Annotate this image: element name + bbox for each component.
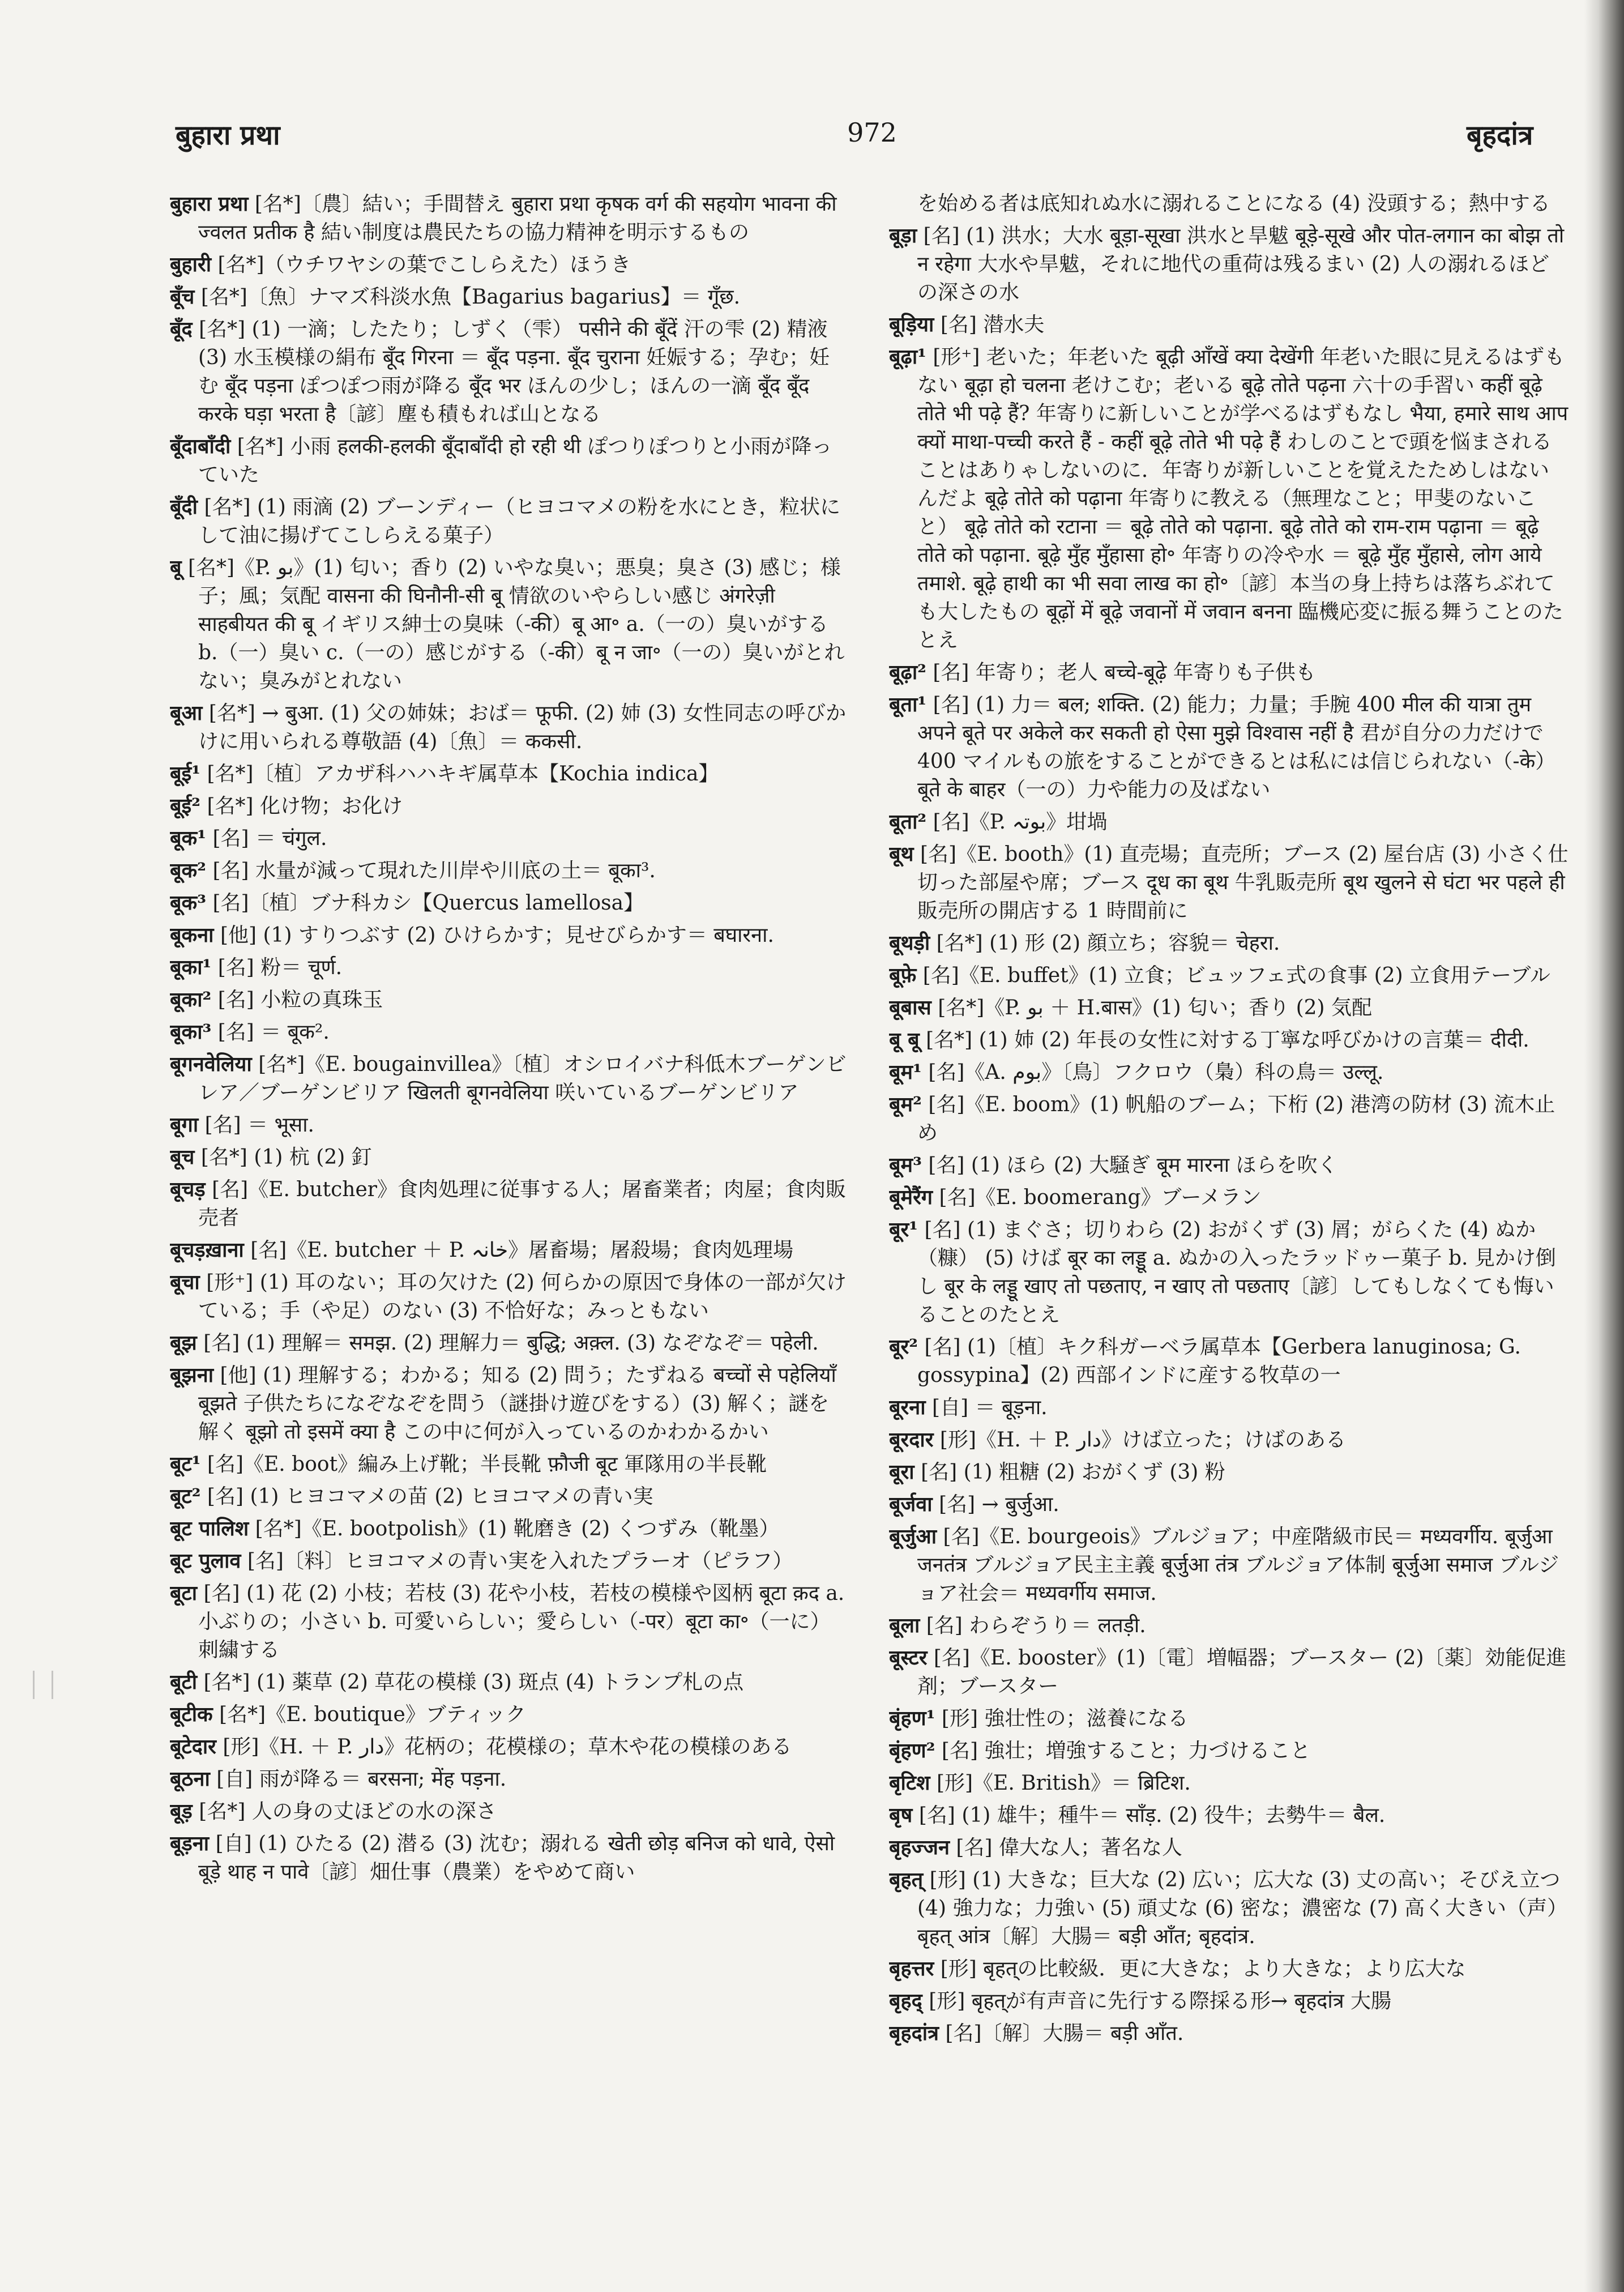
definition: [名]《E. buffet》(1) 立食；ビュッフェ式の食事 (2) 立食用テーブル <box>922 964 1550 987</box>
dictionary-entry <box>170 1732 849 1761</box>
definition: [名]《E. bourgeois》ブルジョア；中産階級市民＝ मध्यवर्गीय. बूर्जुआ जनतंत्र ブルジョア民主主義 बूर्जुआ तंत्र ブルジョア体制 बूर्जुआ समाज ブルジョア社会＝ मध्यवर्गीय समाज. <box>917 1525 1559 1605</box>
definition: [自] (1) ひたる (2) 潜る (3) 沈む；溺れる खेती छोड़ बनिज को धावे, ऐसो बूड़े थाह न पावे〔諺〕畑仕事（農業）をやめて商い <box>198 1832 835 1884</box>
dictionary-entry <box>170 1236 849 1265</box>
definition: [形]《H. ＋ P. دار》花柄の；花模様の；草木や花の模様のある <box>223 1735 792 1759</box>
definition: [名]《E. butcher》食肉処理に従事する人；屠畜業者；肉屋；食肉販売者 <box>198 1178 846 1230</box>
definition: [名] 水量が減って現れた川岸や川底の土＝ बूका³. <box>212 859 656 882</box>
entry-body <box>170 493 849 550</box>
headword: बूर्जुआ <box>889 1525 937 1548</box>
definition: [形] बृहत्が有声音に先行する際採る形→ बृहदांत्र 大腸 <box>929 1990 1392 2013</box>
definition: [名]〔料〕ヒヨコマメの青い実を入れたプラーオ（ピラフ） <box>247 1550 793 1573</box>
definition: [形⁺] (1) 耳のない；耳の欠けた (2) 何らかの原因で身体の一部が欠けている；手（や足）のない (3) 不恰好な；みっともない <box>198 1271 847 1322</box>
dictionary-entry <box>170 1700 849 1729</box>
definition: [形] बृहत्の比較級．更に大きな；より大きな；より広大な <box>940 1957 1466 1981</box>
entry-body <box>170 1547 849 1576</box>
guide-word-right: बृहदांत्र <box>1467 119 1533 151</box>
entry-body <box>889 1425 1569 1454</box>
definition: [名*] 人の身の丈ほどの水の深さ <box>199 1800 497 1823</box>
dictionary-entry <box>170 283 849 311</box>
headword: बूढ़ा² <box>889 660 926 684</box>
headword: बुहारी <box>170 253 212 276</box>
headword: बूड़िया <box>889 313 934 336</box>
definition: [名] (1) ヒヨコマメの苗 (2) ヒヨコマメの青い実 <box>207 1485 653 1508</box>
headword: बूक³ <box>170 891 206 915</box>
entry-body <box>889 658 1569 687</box>
definition: [名*]《P. بو》(1) 匂い；香り (2) いやな臭い；悪臭；臭さ (3) 感じ；様子；風；気配 वासना की घिनौनी-सी बू 情欲のいやらしい感じ अंगरेज़ी साहबीयत की बू イギリス紳士の臭味（-की）बू आ॰ a.（一の）臭いがする b.（一）臭い c.（一の）感じがする（-की）बू न जा॰（一の）臭いがとれない；臭みがとれない <box>188 556 845 693</box>
headword: बृहत् <box>889 1868 924 1892</box>
definition: [名*]《E. bougainvillea》〔植〕オシロイバナ科低木ブーゲンビレア／ブーゲンビリア खिलती बूगनवेलिया 咲いているブーゲンビリア <box>198 1053 847 1104</box>
headword: बूमेरैंग <box>889 1185 933 1209</box>
headword: बूर¹ <box>889 1218 918 1241</box>
headword: बूई² <box>170 794 200 818</box>
dictionary-entry <box>889 1987 1569 2016</box>
entry-body <box>889 1026 1569 1055</box>
definition: [名*] (1) 形 (2) 顔立ち；容貌＝ चेहरा. <box>936 932 1280 955</box>
entry-body <box>170 1450 849 1479</box>
headword: बूगा <box>170 1113 199 1137</box>
entry-body <box>889 1458 1569 1487</box>
headword: बूट पुलाव <box>170 1549 241 1573</box>
definition: [名]《E. butcher ＋ P. خانہ》屠畜場；屠殺場；食肉処理場 <box>250 1239 794 1262</box>
definition: [形] 強壮性の；滋養になる <box>941 1707 1189 1730</box>
definition: [名] → बुर्जुआ. <box>939 1493 1059 1516</box>
headword: बूटीक <box>170 1702 213 1726</box>
entry-body <box>170 1175 849 1232</box>
entry-body <box>889 1151 1569 1180</box>
right-column <box>889 190 1569 2183</box>
entry-body <box>170 856 849 885</box>
dictionary-entry <box>170 921 849 950</box>
dictionary-entry <box>889 343 1569 655</box>
dictionary-entry <box>170 1018 849 1047</box>
dictionary-entry <box>170 432 849 489</box>
headword: बूक¹ <box>170 826 206 850</box>
entry-body <box>170 315 849 429</box>
dictionary-entry <box>889 310 1569 339</box>
entry-body <box>889 1736 1569 1765</box>
definition: [名]《E. boom》(1) 帆船のブーム；下桁 (2) 港湾の防材 (3) 流木止め <box>917 1093 1555 1145</box>
dictionary-entry <box>889 1522 1569 1608</box>
entry-body <box>170 1482 849 1511</box>
entry-body <box>889 190 1569 218</box>
dictionary-entry <box>889 1393 1569 1422</box>
dictionary-entry <box>170 889 849 917</box>
headword: बूचड़ख़ाना <box>170 1238 244 1262</box>
definition: [形⁺] 老いた；年老いた बूढ़ी आँखें क्या देखेंगी 年老いた眼に見えるはずもない बूढ़ा हो चलना 老けこむ；老いる बूढ़े तोते पढ़ना 六十の手習い कहीं बूढ़े तोते भी पढ़े हैं? 年寄りに新しいことが学べるはずもなし भैया, हमारे साथ आप क्यों माथा-पच्ची करते हैं - कहीं बूढ़े तोते भी पढ़े हैं わしのことで頭を悩まされることはありゃしないのに．年寄りが新しいことを覚えたためしはないんだよ बूढ़े तोते को पढ़ाना 年寄りに教える（無理なこと；甲斐のないこと） बूढ़े तोते को रटाना ＝ बूढ़े तोते को पढ़ाना. बूढ़े तोते को राम-राम पढ़ाना ＝ बूढ़े तोते को पढ़ाना. बूढ़े मुँह मुँहासा हो॰ 年寄りの冷や水 ＝ बूढ़े मुँह मुँहासे, लोग आये तमाशे. बूढ़े हाथी का भी सवा लाख का हो॰〔諺〕本当の身上持ちは落ちぶれても大したもの बूढ़ों में बूढ़े जवानों में जवान बनना 臨機応変に振る舞うことのたとえ <box>917 345 1569 652</box>
dictionary-entry <box>170 985 849 1014</box>
definition: [名*]〔農〕結い；手間替え बुहारा प्रथा कृषक वर्ग की सहयोग भावना की ज्वलत प्रतीक है 結い制度は農民たちの協力精神を明示するもの <box>198 193 837 244</box>
entry-body <box>170 1829 849 1886</box>
dictionary-entry <box>170 953 849 982</box>
left-column <box>170 190 849 2183</box>
dictionary-entry <box>170 1143 849 1172</box>
book-spine-shadow <box>1584 0 1624 2292</box>
definition: [形]《E. British》＝ ब्रिटिश. <box>936 1772 1191 1795</box>
dictionary-entry <box>170 250 849 279</box>
dictionary-entry <box>889 961 1569 990</box>
definition: [自] 雨が降る＝ बरसना; मेंह पड़ना. <box>216 1768 507 1791</box>
entry-body <box>170 1514 849 1543</box>
dictionary-entry <box>889 690 1569 804</box>
headword: बूम³ <box>889 1153 922 1177</box>
dictionary-entry <box>170 856 849 885</box>
entry-body <box>170 1111 849 1139</box>
dictionary-entry <box>170 1829 849 1886</box>
dictionary-entry <box>170 759 849 788</box>
definition: [名*] (1) 一滴；したたり；しずく（雫） पसीने की बूँदें 汗の雫 (2) 精液 (3) 水玉模様の絹布 बूँद गिरना ＝ बूँद पड़ना. बूँद चुराना 妊娠する；孕む；妊む बूँद पड़ना ぽつぽつ雨が降る बूँद भर ほんの少し；ほんの一滴 बूँद बूँद करके घड़ा भरता है〔諺〕塵も積もれば山となる <box>198 318 830 426</box>
entry-body <box>170 889 849 917</box>
dictionary-entry <box>889 2019 1569 2048</box>
headword: बूड़ना <box>170 1832 210 1855</box>
headword: बूला <box>889 1614 920 1637</box>
headword: बुहारा प्रथा <box>170 192 249 216</box>
dictionary-entry <box>889 1026 1569 1055</box>
headword: बूका² <box>170 988 212 1011</box>
entry-body <box>170 824 849 853</box>
scan-mark <box>33 1671 53 1699</box>
definition: [名*]〔植〕アカザ科ハハキギ属草本【Kochia indica】 <box>207 762 719 786</box>
entry-body <box>889 808 1569 836</box>
entry-body <box>170 1050 849 1107</box>
dictionary-entry <box>889 658 1569 687</box>
dictionary-entry <box>170 1668 849 1697</box>
entry-body <box>170 553 849 695</box>
dictionary-entry <box>170 315 849 429</box>
entry-body <box>889 1090 1569 1147</box>
entry-body <box>889 840 1569 925</box>
entry-body <box>170 792 849 821</box>
entry-body <box>889 310 1569 339</box>
dictionary-entry <box>170 493 849 550</box>
dictionary-entry <box>889 1425 1569 1454</box>
headword: बृहदांत्र <box>889 2021 939 2045</box>
headword: बूट पालिश <box>170 1517 249 1540</box>
dictionary-entry <box>170 1050 849 1107</box>
entry-body <box>170 190 849 247</box>
entry-body <box>170 1732 849 1761</box>
definition: [名] (1) 洪水；大水 बूड़ा-सूखा 洪水と旱魃 बूड़े-सूखे और पोत-लगान का बोझ तो न रहेगा 大水や旱魃，それに地代の重荷は残るまい (2) 人の溺れるほどの深さの水 <box>917 224 1565 304</box>
headword: बूता¹ <box>889 693 927 716</box>
definition: [形] (1) 大きな；巨大な (2) 広い；広大な (3) 丈の高い；そびえ立つ (4) 強力な；力強い (5) 頑丈な (6) 密な；濃密な (7) 高く大きい（声） बृहत् आंत्र〔解〕大腸＝ बड़ी आँत; बृहदांत्र. <box>917 1868 1568 1948</box>
entry-body <box>889 1866 1569 1951</box>
headword: बूम² <box>889 1092 922 1116</box>
headword: बूँदी <box>170 495 198 519</box>
definition: [名] 年寄り；老人 बच्चे-बूढ़े 年寄りも子供も <box>933 661 1316 684</box>
headword: बूई¹ <box>170 762 200 786</box>
definition: [名*] (1) 杭 (2) 釘 <box>200 1146 372 1169</box>
definition: [名] (1)〔植〕キク科ガーベラ属草本【Gerbera lanuginosa; G. gossypina】(2) 西部インドに産する牧草の一 <box>917 1335 1521 1387</box>
dictionary-entry <box>889 993 1569 1022</box>
definition: [自] ＝ बूड़ना. <box>932 1396 1048 1419</box>
headword: बूथ <box>889 842 914 866</box>
dictionary-entry <box>170 1579 849 1664</box>
definition: [名] (1) 花 (2) 小枝；若枝 (3) 花や小枝，若枝の模様や図柄 बूटा क़द a. 小ぶりの；小さい b. 可愛いらしい；愛らしい（-पर）बूटा का॰（一に）刺繍する <box>198 1582 845 1662</box>
entry-body <box>170 1579 849 1664</box>
dictionary-entry <box>889 1490 1569 1519</box>
entry-body <box>889 1393 1569 1422</box>
dictionary-entry <box>889 1704 1569 1733</box>
entry-body <box>889 690 1569 804</box>
dictionary-entry <box>889 1215 1569 1329</box>
headword: बूँद <box>170 317 193 341</box>
dictionary-entry <box>889 1644 1569 1701</box>
headword: बूटा <box>170 1581 198 1605</box>
definition: [名] (1) 力＝ बल; शक्ति. (2) 能力；力量；手腕 400 मील की यात्रा तुम अपने बूते पर अकेले कर सकती हो ऐसा मुझे विश्वास नहीं है 君が自分の力だけで 400 マイルもの旅をすることができるとは私には信じられない（-के）बूते के बाहर（一の）力や能力の及ばない <box>917 693 1556 801</box>
dictionary-entry <box>170 1797 849 1826</box>
headword: बूचड़ <box>170 1177 206 1201</box>
headword: बूर² <box>889 1335 918 1359</box>
definition: [他] (1) 理解する；わかる；知る (2) 問う；たずねる बच्चों से पहेलियाँ बूझते 子供たちになぞなぞを問う（謎掛け遊びをする）(3) 解く；謎を解く बूझो तो इसमें क्या है この中に何が入っているのかわかるかい <box>198 1364 836 1444</box>
entry-body <box>170 759 849 788</box>
entry-body <box>170 432 849 489</box>
entry-body <box>889 1333 1569 1390</box>
entry-body <box>889 1704 1569 1733</box>
dictionary-entry <box>889 221 1569 307</box>
entry-body <box>170 1797 849 1826</box>
headword: बूट¹ <box>170 1452 201 1476</box>
entry-body <box>889 1058 1569 1087</box>
page-header <box>0 116 1624 161</box>
headword: बू <box>170 556 182 579</box>
dictionary-entry <box>889 1954 1569 1983</box>
entry-body <box>889 1801 1569 1830</box>
definition: [名] 粉＝ चूर्ण. <box>217 956 343 979</box>
entry-body <box>170 1143 849 1172</box>
headword: बूरना <box>889 1395 926 1419</box>
headword: बूफ़े <box>889 963 917 987</box>
headword: बूढ़ा¹ <box>889 345 926 369</box>
entry-body <box>170 699 849 756</box>
entry-body <box>889 1833 1569 1862</box>
dictionary-entry <box>889 1183 1569 1212</box>
entry-body <box>889 1987 1569 2016</box>
headword: बृहत्तर <box>889 1957 934 1981</box>
headword: बूका³ <box>170 1020 212 1044</box>
entry-body <box>170 985 849 1014</box>
headword: बृहद् <box>889 1989 922 2013</box>
dictionary-entry <box>889 840 1569 925</box>
entry-body <box>170 250 849 279</box>
headword: बूका¹ <box>170 955 212 979</box>
definition: [名*] (1) 薬草 (2) 草花の模様 (3) 斑点 (4) トランプ札の点 <box>203 1671 744 1694</box>
entry-body <box>889 1215 1569 1329</box>
dictionary-entry <box>889 1866 1569 1951</box>
dictionary-entry <box>889 190 1569 218</box>
dictionary-entry <box>889 929 1569 958</box>
entry-body <box>889 1611 1569 1640</box>
headword: बूँच <box>170 285 195 309</box>
headword: बृटिश <box>889 1771 930 1795</box>
definition: [名*] → बुआ. (1) 父の姉妹；おば＝ फूफी. (2) 姉 (3) 女性同志の呼びかけに用いられる尊敬語 (4)〔魚〕＝ ककसी. <box>198 702 847 753</box>
definition: [名]〔解〕大腸＝ बड़ी आँत. <box>945 2022 1184 2045</box>
dictionary-entry <box>170 699 849 756</box>
entry-body <box>889 1644 1569 1701</box>
dictionary-entry <box>889 1833 1569 1862</box>
page-number: 972 <box>847 117 897 148</box>
headword: बूस्टर <box>889 1646 928 1670</box>
dictionary-entry <box>889 1801 1569 1830</box>
headword: बूँदाबाँदी <box>170 434 231 458</box>
dictionary-entry <box>889 1769 1569 1798</box>
dictionary-entry <box>170 190 849 247</box>
entry-body <box>170 953 849 982</box>
definition: [名] ＝ बूक². <box>217 1021 330 1044</box>
dictionary-entry <box>170 1514 849 1543</box>
definition: [名] (1) 理解＝ समझ. (2) 理解力＝ बुद्धि; अक़्ल. (3) なぞなぞ＝ पहेली. <box>203 1331 819 1355</box>
headword: बू बू <box>889 1028 920 1052</box>
definition: [名]《E. boot》編み上げ靴；半長靴 फ़ौजी बूट 軍隊用の半長靴 <box>207 1453 767 1476</box>
dictionary-entry <box>170 1450 849 1479</box>
definition: [名] (1) ほら (2) 大騒ぎ बूम मारना ほらを吹く <box>928 1154 1338 1177</box>
entry-body <box>889 961 1569 990</box>
headword: बूथड़ी <box>889 931 930 955</box>
dictionary-entry <box>889 1090 1569 1147</box>
headword: बृहज्जन <box>889 1836 950 1859</box>
headword: बूता² <box>889 810 927 834</box>
headword: बूझ <box>170 1331 197 1355</box>
definition: [名]〔植〕ブナ科カシ【Quercus lamellosa】 <box>212 891 644 915</box>
headword: बूड़ा <box>889 224 917 247</box>
definition: [名*] 小雨 हलकी-हलकी बूँदाबाँदी हो रही थी ぽつりぽつりと小雨が降っていた <box>198 435 832 486</box>
entry-body <box>170 1236 849 1265</box>
entry-body <box>170 1668 849 1697</box>
headword: बूटी <box>170 1670 198 1694</box>
guide-word-left: बुहारा प्रथा <box>176 119 280 151</box>
dictionary-entry <box>170 1268 849 1325</box>
entry-body <box>170 1329 849 1358</box>
headword: बूचा <box>170 1270 200 1294</box>
dictionary-entry <box>170 1482 849 1511</box>
definition: [形]《H. ＋ P. دار》けば立った；けばのある <box>939 1428 1346 1452</box>
entry-body <box>889 1183 1569 1212</box>
dictionary-entry <box>170 553 849 695</box>
dictionary-entry <box>889 808 1569 836</box>
headword: बूच <box>170 1145 195 1169</box>
headword: बूबास <box>889 996 931 1019</box>
headword: बृष <box>889 1803 913 1827</box>
headword: बूक² <box>170 859 206 882</box>
definition: [名] ＝ चंगुल. <box>212 827 327 850</box>
definition: [名*]〔魚〕ナマズ科淡水魚【Bagarius bagarius】＝ गूँछ. <box>200 285 741 309</box>
headword: बूआ <box>170 701 203 725</box>
headword: बूट² <box>170 1484 201 1508</box>
entry-body <box>889 993 1569 1022</box>
headword: बूकना <box>170 923 214 947</box>
dictionary-entry <box>170 1547 849 1576</box>
definition: [名] (1) 粗糖 (2) おがくず (3) 粉 <box>921 1461 1225 1484</box>
entry-body <box>889 1490 1569 1519</box>
entry-body <box>889 929 1569 958</box>
definition: [名]《E. booth》(1) 直売場；直売所；ブース (2) 屋台店 (3) 小さく仕切った部屋や席；ブース दूध का बूथ 牛乳販売所 बूथ खुलने से घंटा भर पहले ही 販売所の開店する 1 時間前に <box>917 843 1569 923</box>
definition: [名]《P. بوتہ》坩堝 <box>933 810 1108 834</box>
entry-body <box>170 1700 849 1729</box>
headword: बूरदार <box>889 1428 934 1452</box>
entry-body <box>889 2019 1569 2048</box>
headword: बूटेदार <box>170 1735 216 1759</box>
definition: [名] わらぞうり＝ लतड़ी. <box>926 1614 1146 1637</box>
dictionary-entry <box>170 1361 849 1446</box>
definition: [名]《E. boomerang》ブーメラン <box>939 1186 1262 1209</box>
entry-body <box>889 221 1569 307</box>
definition: [名] 偉大な人；著名な人 <box>956 1836 1182 1859</box>
entry-body <box>170 1268 849 1325</box>
headword: बूड़ <box>170 1799 193 1823</box>
headword: बूम¹ <box>889 1060 922 1084</box>
dictionary-entry <box>889 1151 1569 1180</box>
definition: [名] 潜水夫 <box>940 313 1045 336</box>
definition: [名] 小粒の真珠玉 <box>217 988 383 1011</box>
entry-body <box>170 1765 849 1794</box>
dictionary-entry <box>889 1736 1569 1765</box>
entry-body <box>889 343 1569 655</box>
definition: [名*]《P. بو ＋ H.बास》(1) 匂い；香り (2) 気配 <box>938 996 1373 1019</box>
definition: [名*] (1) 雨滴 (2) ブーンディー（ヒヨコマメの粉を水にとき，粒状にして油に揚げてこしらえる菓子） <box>198 496 841 547</box>
headword: बूठना <box>170 1767 210 1791</box>
entry-body <box>170 283 849 311</box>
definition: [名] ＝ भूसा. <box>204 1113 314 1137</box>
definition: [名*]《E. bootpolish》(1) 靴磨き (2) くつずみ（靴墨） <box>255 1517 780 1540</box>
definition: [名]《A. بوم》〔鳥〕フクロウ（梟）科の鳥＝ उल्लू. <box>928 1061 1384 1084</box>
headword: बूर्जवा <box>889 1492 933 1516</box>
headword: बूगनवेलिया <box>170 1052 252 1076</box>
dictionary-entry <box>170 824 849 853</box>
definition: [名] (1) 雄牛；種牛＝ साँड़. (2) 役牛；去勢牛＝ बैल. <box>918 1804 1386 1827</box>
definition: [名*] (1) 姉 (2) 年長の女性に対する丁寧な呼びかけの言葉＝ दीदी. <box>926 1028 1529 1052</box>
definition: [名] (1) まぐさ；切りわら (2) おがくず (3) 屑；がらくた (4) ぬか（糠） (5) けば बूर का लड्डू a. ぬかの入ったラッドゥー菓子 b. 見かけ倒し बूर के लड्डू खाए तो पछताए, न खाए तो पछताए〔諺〕してもしなくても悔いることのたとえ <box>917 1218 1556 1326</box>
dictionary-entry <box>889 1333 1569 1390</box>
dictionary-entry <box>889 1611 1569 1640</box>
entry-body <box>170 921 849 950</box>
dictionary-entry <box>170 792 849 821</box>
definition: [名*]《E. boutique》ブティック <box>219 1703 526 1726</box>
definition: [他] (1) すりつぶす (2) ひけらかす；見せびらかす＝ बघारना. <box>220 924 774 947</box>
dictionary-entry <box>170 1175 849 1232</box>
entry-body <box>889 1769 1569 1798</box>
entry-body <box>170 1361 849 1446</box>
definition: [名]《E. booster》(1)〔電〕増幅器；ブースター (2)〔薬〕効能促進剤；ブースター <box>917 1646 1567 1698</box>
headword: बूझना <box>170 1363 214 1387</box>
definition: を始める者は底知れぬ水に溺れることになる (4) 没頭する；熱中する <box>917 192 1550 215</box>
headword: बूरा <box>889 1460 914 1484</box>
entry-body <box>889 1954 1569 1983</box>
definition: [名*]（ウチワヤシの葉でこしらえた）ほうき <box>217 253 631 276</box>
headword: बृंहण² <box>889 1739 935 1762</box>
definition: [名] 強壮；増強すること；力づけること <box>941 1739 1311 1762</box>
entry-body <box>889 1522 1569 1608</box>
dictionary-entry <box>889 1058 1569 1087</box>
headword: बृंहण¹ <box>889 1706 935 1730</box>
dictionary-entry <box>170 1111 849 1139</box>
entry-body <box>170 1018 849 1047</box>
dictionary-entry <box>889 1458 1569 1487</box>
dictionary-entry <box>170 1765 849 1794</box>
definition: [名*] 化け物；お化け <box>207 795 403 818</box>
dictionary-entry <box>170 1329 849 1358</box>
